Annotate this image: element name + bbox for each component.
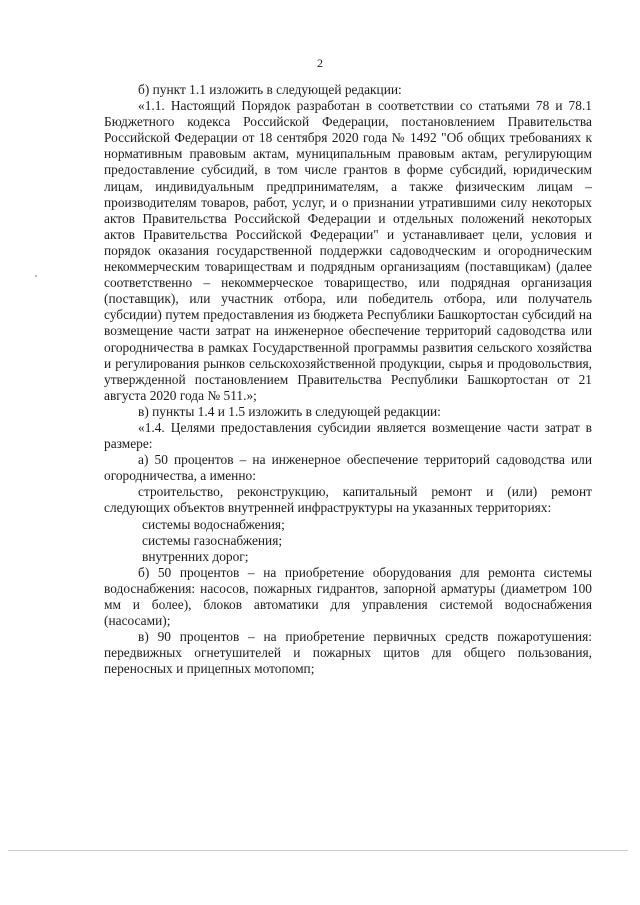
document-body <box>104 82 592 677</box>
paragraph-clause-1-4: «1.4. Целями предоставления субсидии является возмещение части затрат в размере: <box>104 419 592 452</box>
paragraph-construction: строительство, реконструкцию, капитальный ремонт и (или) ремонт следующих объектов внутренней инфраструктуры на указанных территориях: <box>104 484 592 516</box>
list-item-internal-roads: внутренних дорог; <box>142 548 249 564</box>
paragraph-subitem-a: а) 50 процентов – на инженерное обеспечение территорий садоводства или огородничества, а именно: <box>104 452 592 484</box>
paragraph-item-b: б) пункт 1.1 изложить в следующей редакции: <box>138 82 402 97</box>
footer-rule <box>8 850 628 851</box>
paragraph-subitem-v: в) 90 процентов – на приобретение первичных средств пожаротушения: передвижных огнетушителей и пожарных щитов для общего пользования, переносных и прицепных мотопомп; <box>104 629 592 677</box>
list-item-water-supply: системы водоснабжения; <box>142 516 285 532</box>
list-item-gas-supply: системы газоснабжения; <box>142 532 283 548</box>
paragraph-subitem-b: б) 50 процентов – на приобретение оборудования для ремонта системы водоснабжения: насосов, пожарных гидрантов, запорной арматуры (диаметром 100 мм и более), блоков автоматики для управления системой водоснабжения (насосами); <box>104 564 592 629</box>
page-number: 2 <box>317 56 323 70</box>
paragraph-item-v: в) пункты 1.4 и 1.5 изложить в следующей редакции: <box>138 403 441 419</box>
scan-speck <box>35 275 37 277</box>
paragraph-clause-1-1: «1.1. Настоящий Порядок разработан в соответствии со статьями 78 и 78.1 Бюджетного кодекса Российской Федерации, постановлением Правительства Российской Федерации от 18 сентября 2020 года № 1492 "Об общих требованиях к нормативным правовым актам, муниципальным правовым актам, регулирующим предоставление субсидий, в том числе грантов в форме субсидий, юридическим лицам, индивидуальным предпринимателям, а также физическим лицам – производителям товаров, работ, услуг, и о признании утратившими силу некоторых актов Правительства Российской Федерации и отдельных положений некоторых актов Правительства Российской Федерации" и устанавливает цели, условия и порядок оказания государственной поддержки садоводческим и огородническим некоммерческим товариществам и подрядным организациям (поставщикам) (далее соответственно – некоммерческое товарищество, или подрядная организация (поставщик), или участник отбора, или победитель отбора, или получатель субсидии) путем предоставления из бюджета Республики Башкортостан субсидий на возмещение части затрат на инженерное обеспечение территорий садоводства или огородничества в рамках Государственной программы развития сельского хозяйства и регулирования рынков сельскохозяйственной продукции, сырья и продовольствия, утвержденной постановлением Правительства Республики Башкортостан от 21 августа 2020 года № 511.»; <box>104 98 592 403</box>
